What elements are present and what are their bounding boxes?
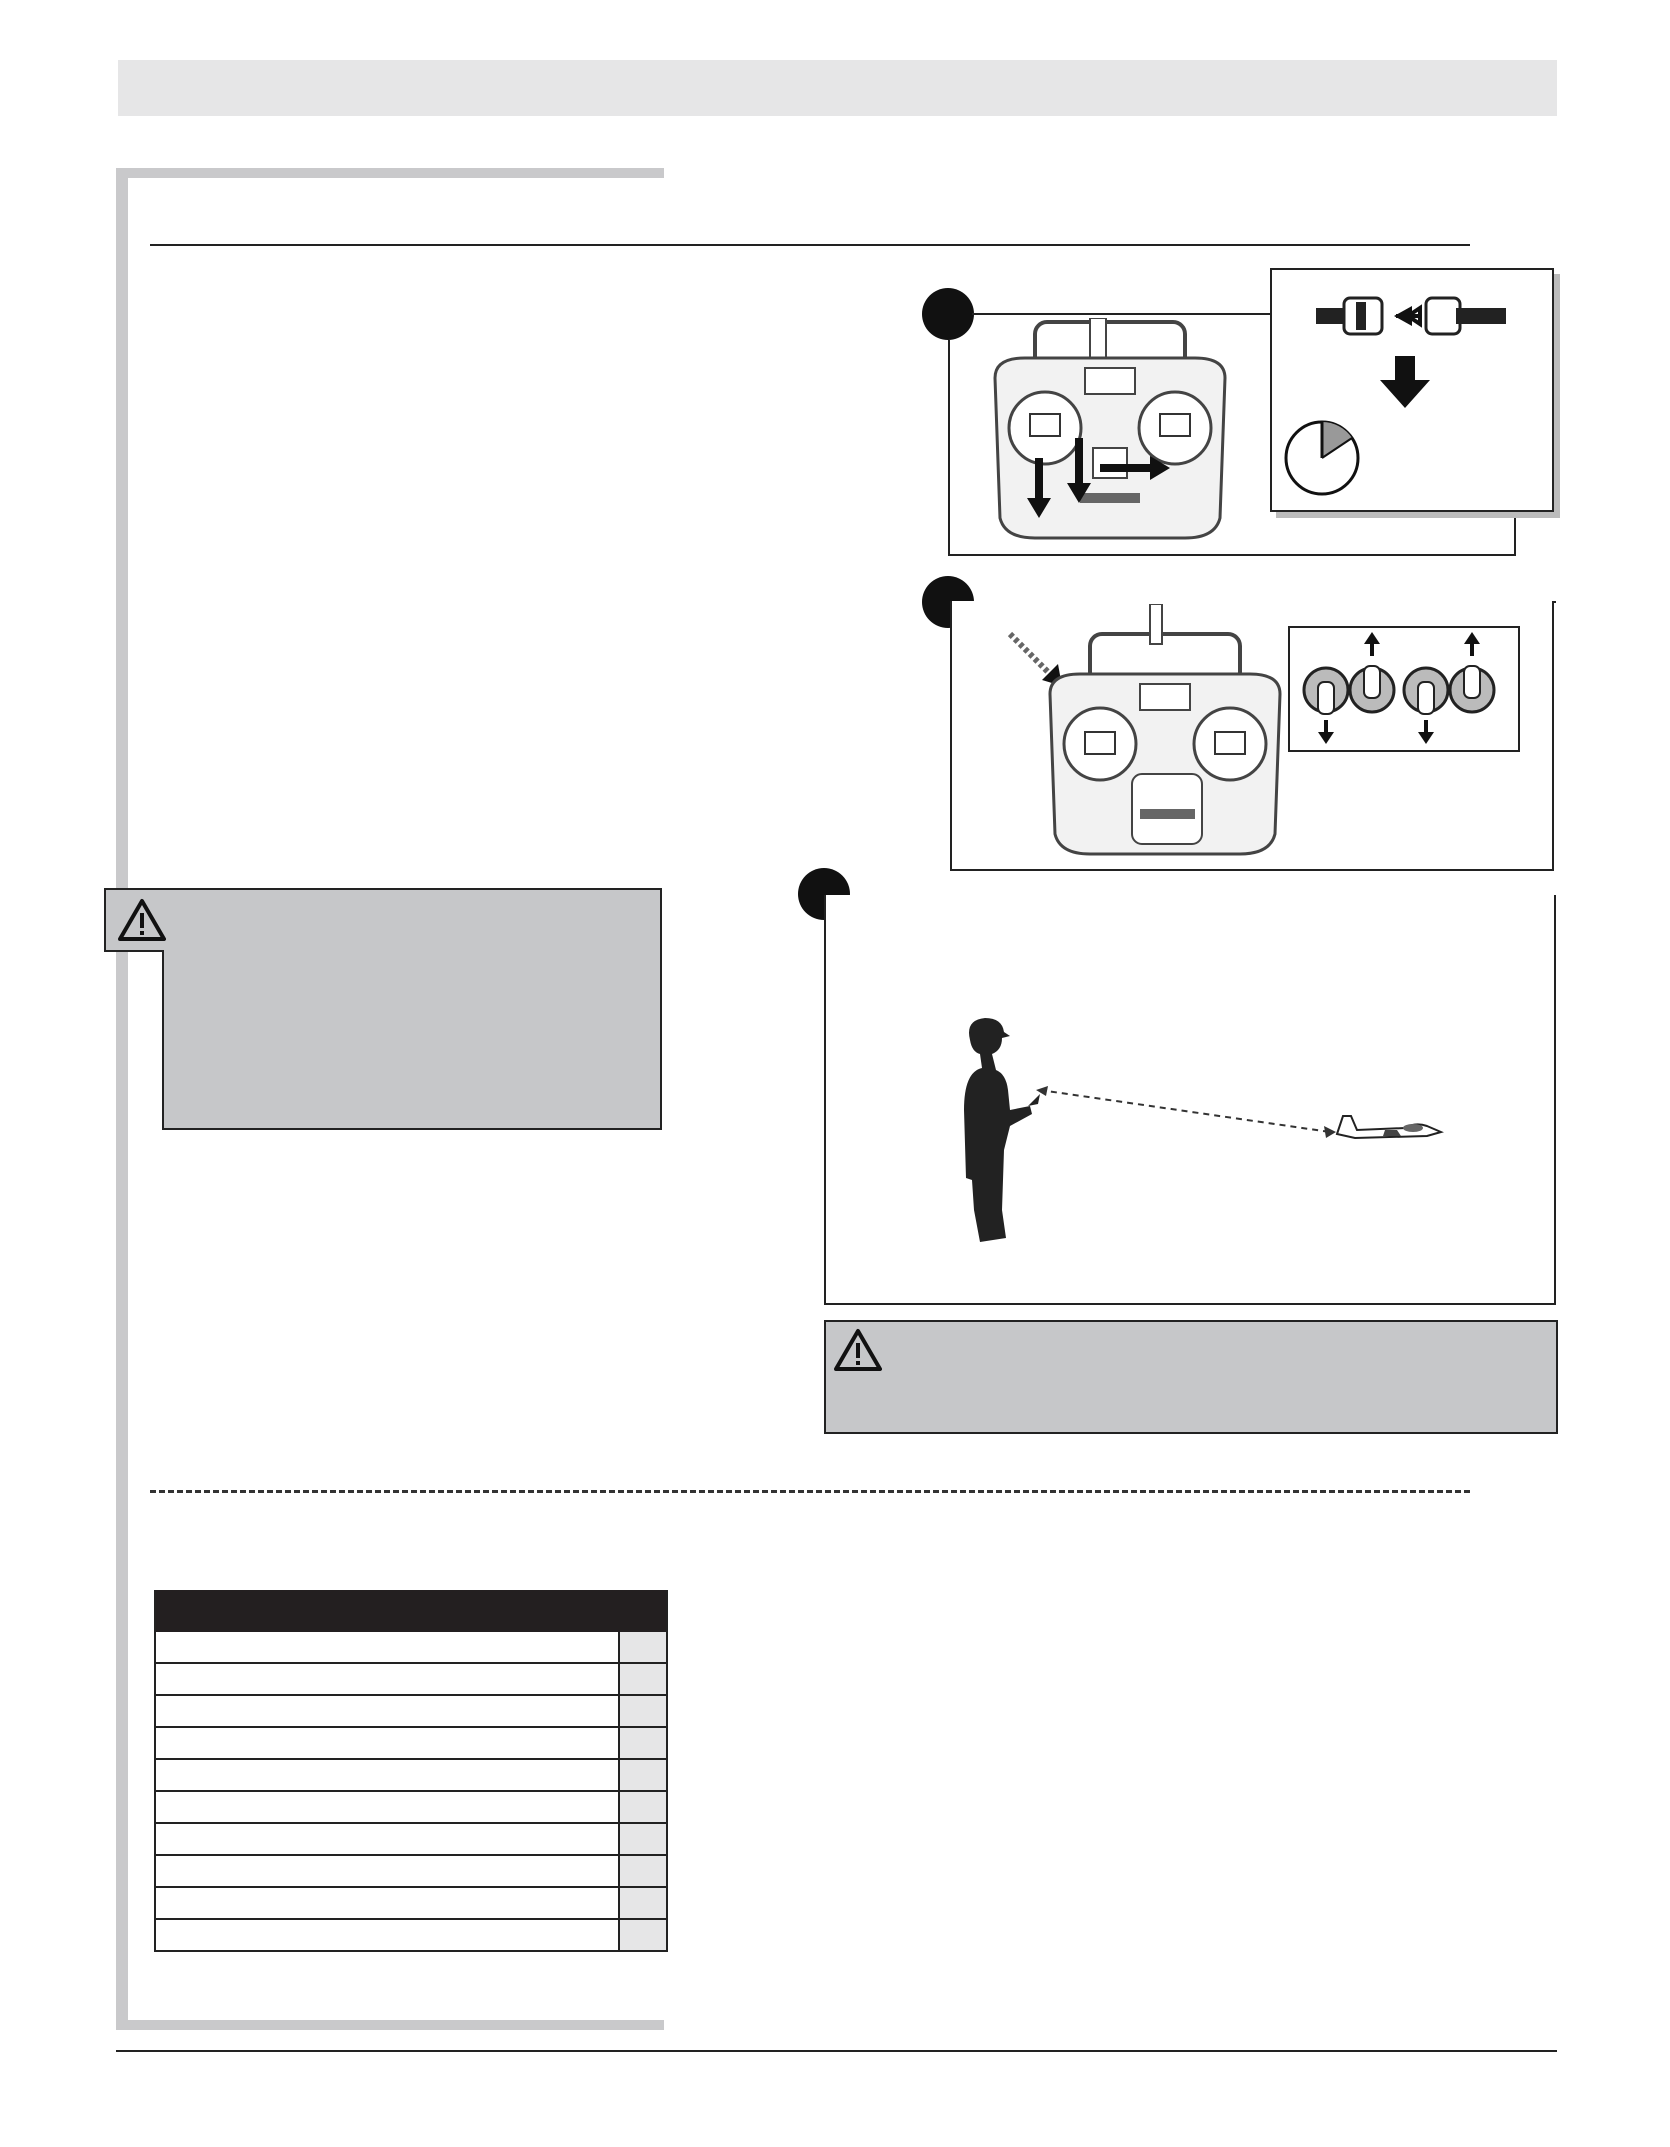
fig-1-frame-left [948,340,950,556]
table-row [154,1856,668,1888]
sidebar-bracket-top [116,168,664,178]
table-cell [618,1824,666,1854]
table-row [154,1696,668,1728]
step-1-badge [922,288,974,340]
table-header [154,1590,668,1632]
sidebar-bracket-bottom [116,2020,664,2030]
table-row [154,1920,668,1952]
table-border-right [666,1590,668,1632]
warning-icon [834,1328,882,1372]
header-band [118,60,1557,116]
caution-right-box [824,1320,1558,1434]
connector-icon [1316,290,1516,350]
table-cell [618,1888,666,1918]
table-row [154,1888,668,1920]
table-cell [618,1760,666,1790]
footer-rule [116,2050,1557,2052]
table-row [154,1664,668,1696]
table-cell [618,1632,666,1662]
arrow-down-icon [1380,356,1430,408]
step-1-leader-line [972,313,1272,315]
table-row [154,1632,668,1664]
switch-icon [1300,632,1510,748]
table-row [154,1728,668,1760]
sidebar-bracket-left [116,168,128,2030]
table-border-left [154,1590,156,1632]
fig-1-frame-right [1514,510,1516,556]
dashed-separator [150,1490,1470,1493]
fig-1-frame-bottom [948,554,1516,556]
table-row [154,1824,668,1856]
table-cell [618,1856,666,1886]
table-row [154,1792,668,1824]
clock-icon [1282,418,1362,498]
table-cell [618,1920,666,1950]
table-cell [618,1792,666,1822]
airplane-icon [1335,1112,1445,1146]
transmitter-icon [1000,604,1300,864]
caution-left-box [162,888,662,1130]
warning-icon [118,898,166,942]
table-cell [618,1664,666,1694]
transmitter-icon [975,318,1245,548]
table-cell [618,1696,666,1726]
table-row [154,1760,668,1792]
table-cell [618,1728,666,1758]
section-rule [150,244,1470,246]
